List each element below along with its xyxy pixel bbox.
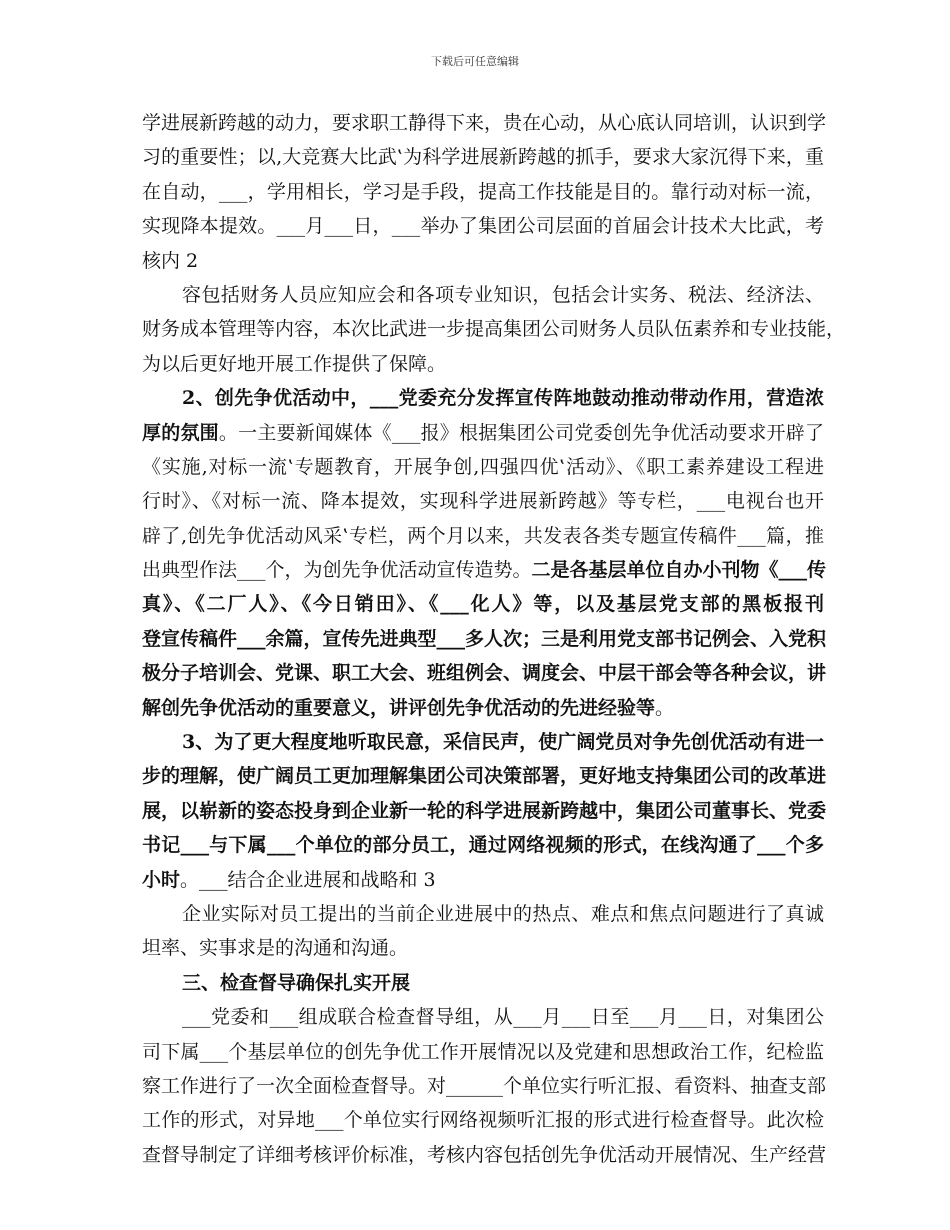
page-header: 下载后可任意编辑 (431, 55, 519, 68)
text-run: 工作的形式，对异地___个单位实行网络视频听汇报的形式进行检查督导。此次检 (142, 1109, 824, 1132)
text-line (142, 416, 824, 450)
text-line (142, 931, 824, 965)
text-line (142, 1138, 827, 1172)
bold-text-run: 极分子培训会、党课、职工大会、班组例会、调度会、中层干部会等各种会议，讲 (142, 662, 827, 685)
text-run: 出典型作法___个，为创先争优活动宣传造势。 (142, 559, 532, 582)
text-line (142, 897, 824, 931)
text-line (142, 1103, 824, 1137)
text-line (142, 175, 824, 209)
bold-text-run: 解创先争优活动的重要意义，讲评创先争优活动的先进经验等 (142, 696, 656, 719)
text-line (142, 863, 824, 897)
text-line (142, 209, 824, 243)
text-run: 容包括财务人员应知应会和各项专业知识，包括会计实务、税法、经济法、 (182, 283, 824, 306)
text-line (142, 484, 824, 518)
text-run: 。 (655, 696, 675, 719)
text-run: 察工作进行了一次全面检查督导。对______个单位实行听汇报、看资料、抽查支部 (142, 1074, 827, 1097)
bold-text-run: 真》、《二厂人》、《今日销田》、《___化人》等，以及基层党支部的黑板报刊 (142, 593, 824, 616)
paragraph (142, 725, 827, 897)
text-line (142, 656, 827, 690)
text-line (142, 106, 827, 140)
paragraph (142, 278, 846, 381)
text-line (142, 347, 824, 381)
text-run: 司下属___个基层单位的创先争优工作开展情况以及党建和思想政治工作，纪检监 (142, 1040, 824, 1063)
text-run: 为以后更好地开展工作提供了保障。 (142, 352, 447, 375)
text-run: 查督导制定了详细考核评价标准，考核内容包括创先争优活动开展情况、生产经营 (142, 1143, 827, 1166)
text-line (142, 828, 824, 862)
text-run: 企业实际对员工提出的当前企业进展中的热点、难点和焦点问题进行了真诚 (182, 902, 824, 925)
text-line (142, 725, 824, 759)
text-run: 核内 2 (142, 249, 199, 272)
text-line (142, 587, 824, 621)
bold-text-run: 展，以崭新的姿态投身到企业新一轮的科学进展新跨越中，集团公司董事长、党委 (142, 799, 827, 822)
section-heading: 三、检查督导确保扎实开展 (182, 971, 411, 994)
text-line (142, 1035, 824, 1069)
text-line (142, 244, 824, 278)
paragraph (142, 106, 827, 278)
paragraph (142, 381, 827, 725)
text-line (142, 312, 846, 346)
paragraph (142, 897, 824, 966)
text-line (142, 450, 824, 484)
text-run: 。___结合企业进展和战略和 3 (180, 868, 436, 891)
text-run: 《实施‚对标一流‛专题教育，开展争创‚四强四优‛活动》、《职工素养建设工程进 (142, 455, 824, 478)
bold-text-run: 3、为了更大程度地听取民意，采信民声，使广阔党员对争先创优活动有进一 (182, 731, 824, 754)
text-run: 坦率、实事求是的沟通和沟通。 (142, 937, 409, 960)
text-line (142, 759, 827, 793)
bold-text-run: 步的理解，使广阔员工更加理解集团公司决策部署，更好地支持集团公司的改革进 (142, 765, 827, 788)
text-line (142, 381, 824, 415)
text-run: 在自动，___，学用相长，学习是手段，提高工作技能是目的。靠行动对标一流， (142, 180, 824, 203)
bold-text-run: 二是各基层单位自办小刊物《___传 (531, 559, 827, 582)
paragraph (142, 1000, 827, 1172)
text-run: 习的重要性；以‚大竞赛大比武‛为科学进展新跨越的抓手，要求大家沉得下来，重 (142, 146, 824, 169)
text-line (142, 553, 827, 587)
document-body (142, 106, 846, 1172)
text-line (142, 622, 827, 656)
text-line (142, 519, 824, 553)
bold-text-run: 小时 (142, 868, 181, 891)
text-run: 。一主要新闻媒体《___报》根据集团公司党委创先争优活动要求开辟了 (218, 421, 824, 444)
text-line (142, 1069, 827, 1103)
text-line (142, 278, 824, 312)
text-run: 辟了‚创先争优活动风采‛专栏，两个月以来，共发表各类专题宣传稿件___篇，推 (142, 524, 824, 547)
text-line (142, 691, 824, 725)
text-line (142, 794, 827, 828)
text-run: ___党委和___组成联合检查督导组，从___月___日至___月___日，对集团公 (182, 1006, 824, 1029)
text-run: 财务成本管理等内容，本次比武进一步提高集团公司财务人员队伍素养和专业技能， (142, 318, 846, 341)
bold-text-run: 厚的氛围 (142, 421, 219, 444)
text-run: 学进展新跨越的动力，要求职工静得下来，贵在心动，从心底认同培训，认识到学 (142, 112, 827, 134)
bold-text-run: 书记___与下属___个单位的部分员工，通过网络视频的形式，在线沟通了___个多 (142, 834, 824, 857)
bold-text-run: 2、创先争优活动中，___党委充分发挥宣传阵地鼓动推动带动作用，营造浓 (182, 387, 824, 410)
text-run: 实现降本提效。___月___日，___举办了集团公司层面的首届会计技术大比武，考 (142, 215, 824, 238)
text-line (142, 140, 824, 174)
text-line (142, 1000, 824, 1034)
text-run: 行时》、《对标一流、降本提效，实现科学进展新跨越》等专栏，___电视台也开 (142, 490, 824, 513)
bold-text-run: 登宣传稿件___余篇，宣传先进典型___多人次；三是利用党支部书记例会、入党积 (142, 627, 827, 650)
